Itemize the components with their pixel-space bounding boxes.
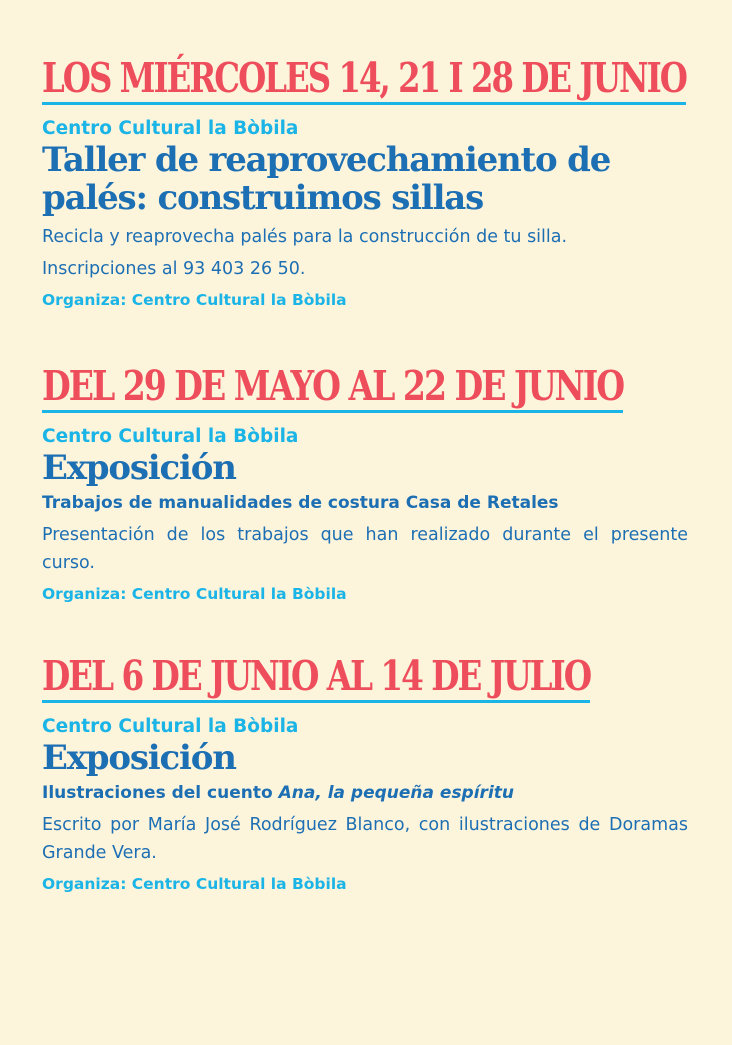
event-2 [42,364,688,605]
event-title: Exposición [42,448,236,488]
event-subtitle: Trabajos de manualidades de costura Casa de Retales [42,493,559,513]
event-subtitle [42,781,688,805]
event-title: Taller de reaprovechamiento de palés: construimos sillas [42,140,611,218]
event-description: Presentación de los trabajos que han realizado durante el presente curso. [42,525,688,573]
event-venue: Centro Cultural la Bòbila [42,716,299,737]
event-subtitle-prefix: Ilustraciones del cuento [42,783,279,803]
event-description: Recicla y reaprovecha palés para la construcción de tu silla. [42,227,568,247]
event-date-heading: DEL 29 DE MAYO AL 22 DE JUNIO [42,364,623,413]
event-3 [42,654,688,895]
event-1 [42,56,688,311]
event-title: Exposición [42,738,236,778]
event-venue: Centro Cultural la Bòbila [42,426,299,447]
event-venue: Centro Cultural la Bòbila [42,118,299,139]
event-description: Escrito por María José Rodríguez Blanco, con ilustraciones de Doramas Grande Vera. [42,815,688,863]
event-organizer: Organiza: Centro Cultural la Bòbila [42,875,347,893]
event-inscription-info: Inscripciones al 93 403 26 50. [42,259,306,279]
event-subtitle-book-title: Ana, la pequeña espíritu [278,783,514,803]
event-organizer: Organiza: Centro Cultural la Bòbila [42,585,347,603]
event-date-heading: LOS MIÉRCOLES 14, 21 I 28 DE JUNIO [42,56,686,105]
event-organizer: Organiza: Centro Cultural la Bòbila [42,291,347,309]
event-date-heading: DEL 6 DE JUNIO AL 14 DE JULIO [42,654,590,703]
